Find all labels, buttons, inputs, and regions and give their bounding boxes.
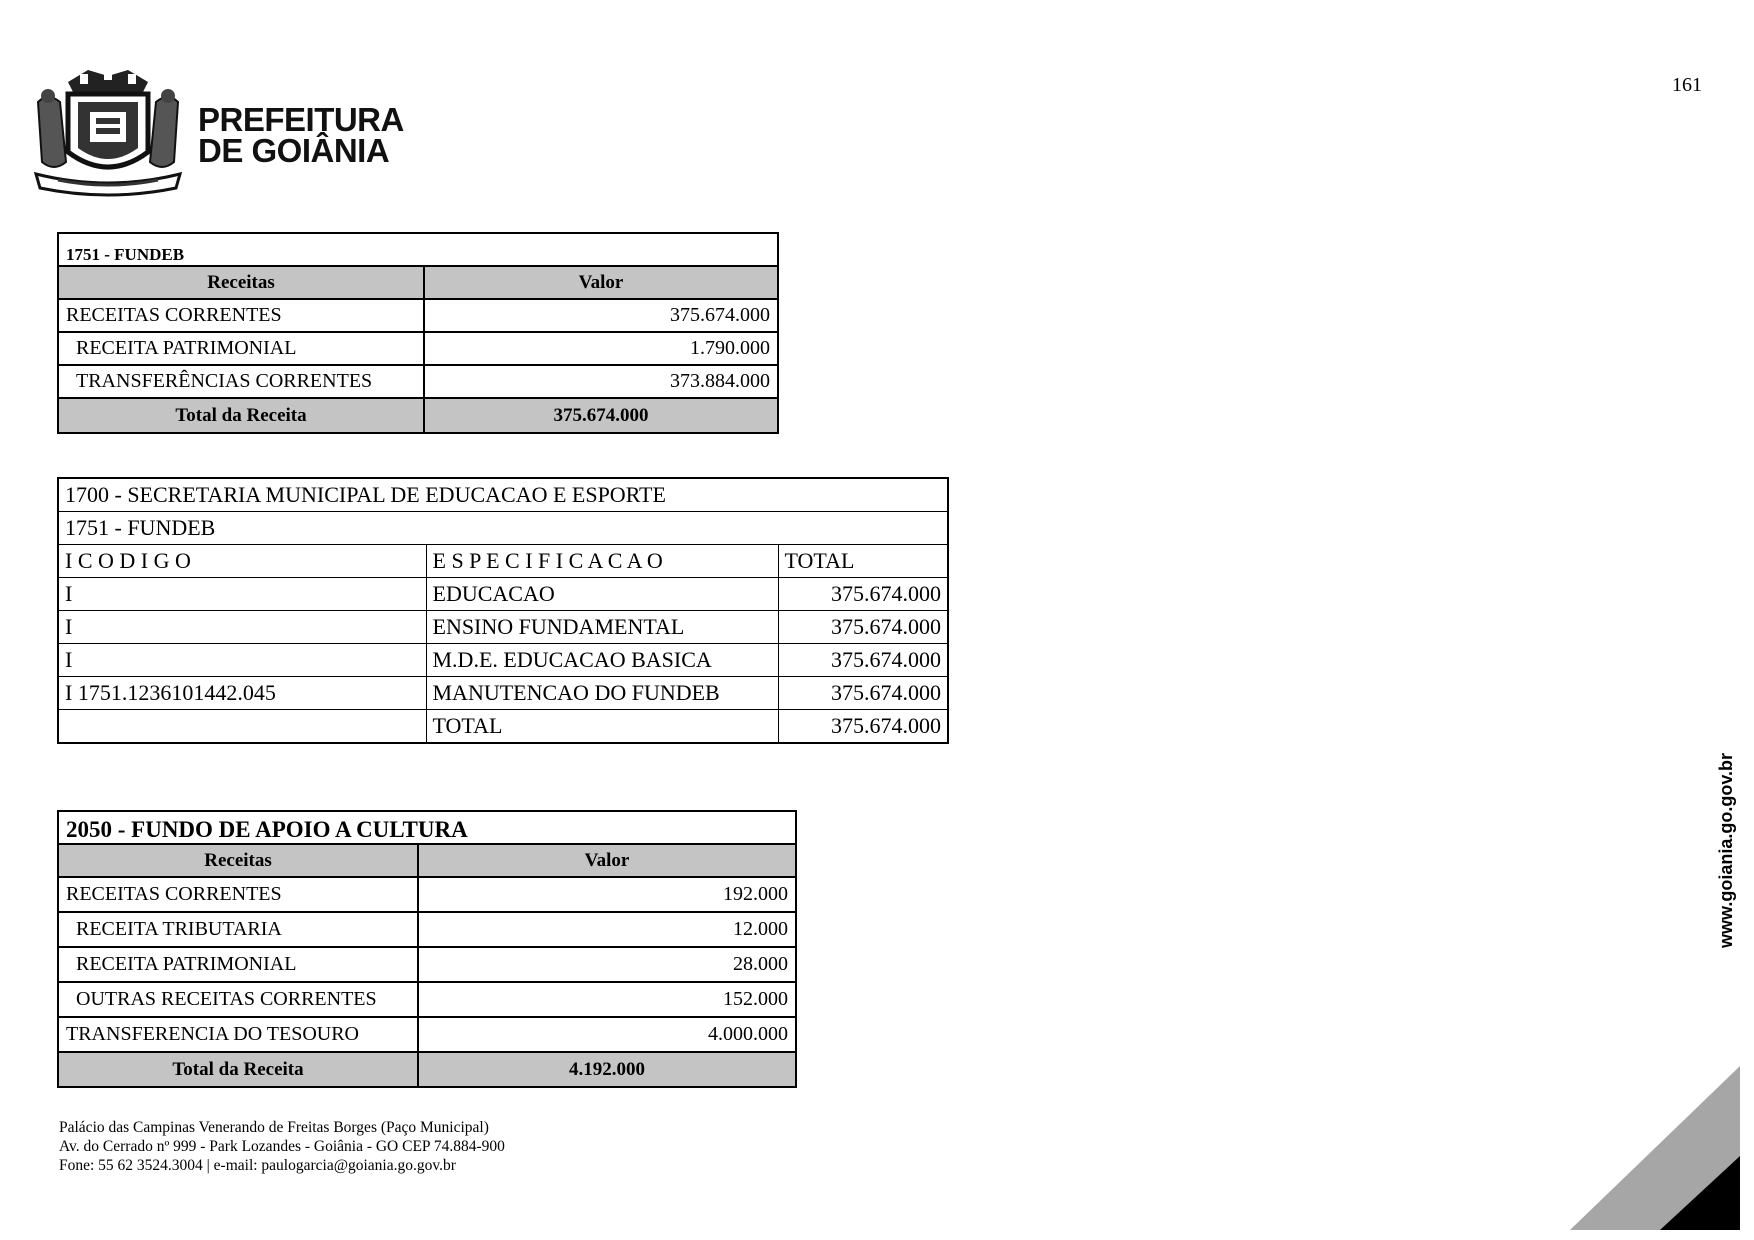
column-header-receitas: Receitas <box>58 844 418 877</box>
revenue-value: 28.000 <box>418 947 796 982</box>
table-row <box>58 677 948 710</box>
education-expense-table <box>57 477 949 744</box>
revenue-label: RECEITAS CORRENTES <box>58 299 424 332</box>
table-row <box>58 365 778 398</box>
table-row <box>58 578 948 611</box>
revenue-label: TRANSFERÊNCIAS CORRENTES <box>58 365 424 398</box>
especificacao-cell: ENSINO FUNDAMENTAL <box>426 611 778 644</box>
page-number: 161 <box>1672 74 1702 96</box>
prefeitura-logo <box>28 62 428 197</box>
table-row <box>58 332 778 365</box>
revenue-value: 12.000 <box>418 912 796 947</box>
especificacao-cell: EDUCACAO <box>426 578 778 611</box>
total-cell: 375.674.000 <box>778 677 948 710</box>
revenue-label: TRANSFERENCIA DO TESOURO <box>58 1017 418 1052</box>
table-row <box>58 299 778 332</box>
codigo-cell: I <box>58 578 426 611</box>
codigo-cell: I <box>58 644 426 677</box>
organization-title: 1700 - SECRETARIA MUNICIPAL DE EDUCACAO E ESPORTE <box>58 478 948 512</box>
revenue-label: RECEITA TRIBUTARIA <box>58 912 418 947</box>
revenue-value: 1.790.000 <box>424 332 778 365</box>
total-value: 4.192.000 <box>418 1052 796 1087</box>
revenue-value: 373.884.000 <box>424 365 778 398</box>
total-value: 375.674.000 <box>424 398 778 433</box>
total-row <box>58 1052 796 1087</box>
table-row <box>58 947 796 982</box>
revenue-value: 152.000 <box>418 982 796 1017</box>
table-row <box>58 710 948 744</box>
revenue-label: RECEITAS CORRENTES <box>58 877 418 912</box>
codigo-cell: I 1751.1236101442.045 <box>58 677 426 710</box>
logo-line-1: PREFEITURA <box>198 101 404 138</box>
unit-title: 1751 - FUNDEB <box>58 512 948 545</box>
codigo-cell <box>58 710 426 744</box>
column-header-total: TOTAL <box>778 545 948 578</box>
especificacao-cell: M.D.E. EDUCACAO BASICA <box>426 644 778 677</box>
column-header-codigo: I C O D I G O <box>58 545 426 578</box>
table-row <box>58 912 796 947</box>
footer-line-3: Fone: 55 62 3524.3004 | e-mail: paulogarcia@goiania.go.gov.br <box>59 1157 456 1174</box>
total-cell: 375.674.000 <box>778 611 948 644</box>
especificacao-cell: MANUTENCAO DO FUNDEB <box>426 677 778 710</box>
revenue-label: OUTRAS RECEITAS CORRENTES <box>58 982 418 1017</box>
column-header-especificacao: E S P E C I F I C A C A O <box>426 545 778 578</box>
especificacao-cell: TOTAL <box>426 710 778 744</box>
table-row <box>58 644 948 677</box>
fundeb-revenue-table <box>57 232 779 434</box>
column-header-valor: Valor <box>418 844 796 877</box>
total-cell: 375.674.000 <box>778 644 948 677</box>
table-row <box>58 1017 796 1052</box>
website-url: www.goiania.go.gov.br <box>1716 752 1736 948</box>
total-cell: 375.674.000 <box>778 710 948 744</box>
total-label: Total da Receita <box>58 1052 418 1087</box>
total-row <box>58 398 778 433</box>
revenue-value: 375.674.000 <box>424 299 778 332</box>
column-header-receitas: Receitas <box>58 266 424 299</box>
address-footer <box>59 1118 505 1175</box>
table-caption: 2050 - FUNDO DE APOIO A CULTURA <box>58 811 796 844</box>
codigo-cell: I <box>58 611 426 644</box>
total-cell: 375.674.000 <box>778 578 948 611</box>
footer-line-2: Av. do Cerrado nº 999 - Park Lozandes - Goiânia - GO CEP 74.884-900 <box>59 1138 505 1155</box>
table-row <box>58 982 796 1017</box>
revenue-label: RECEITA PATRIMONIAL <box>58 332 424 365</box>
table-row <box>58 611 948 644</box>
logo-wordmark <box>198 101 404 169</box>
corner-triangle-decoration <box>1570 1066 1740 1230</box>
revenue-value: 4.000.000 <box>418 1017 796 1052</box>
table-row <box>58 877 796 912</box>
footer-line-1: Palácio das Campinas Venerando de Freitas Borges (Paço Municipal) <box>59 1119 489 1136</box>
culture-fund-revenue-table <box>57 810 797 1088</box>
total-label: Total da Receita <box>58 398 424 433</box>
revenue-value: 192.000 <box>418 877 796 912</box>
table-caption: 1751 - FUNDEB <box>58 233 778 266</box>
column-header-valor: Valor <box>424 266 778 299</box>
logo-line-2: DE GOIÂNIA <box>198 132 390 169</box>
coat-of-arms-icon <box>28 62 188 197</box>
revenue-label: RECEITA PATRIMONIAL <box>58 947 418 982</box>
